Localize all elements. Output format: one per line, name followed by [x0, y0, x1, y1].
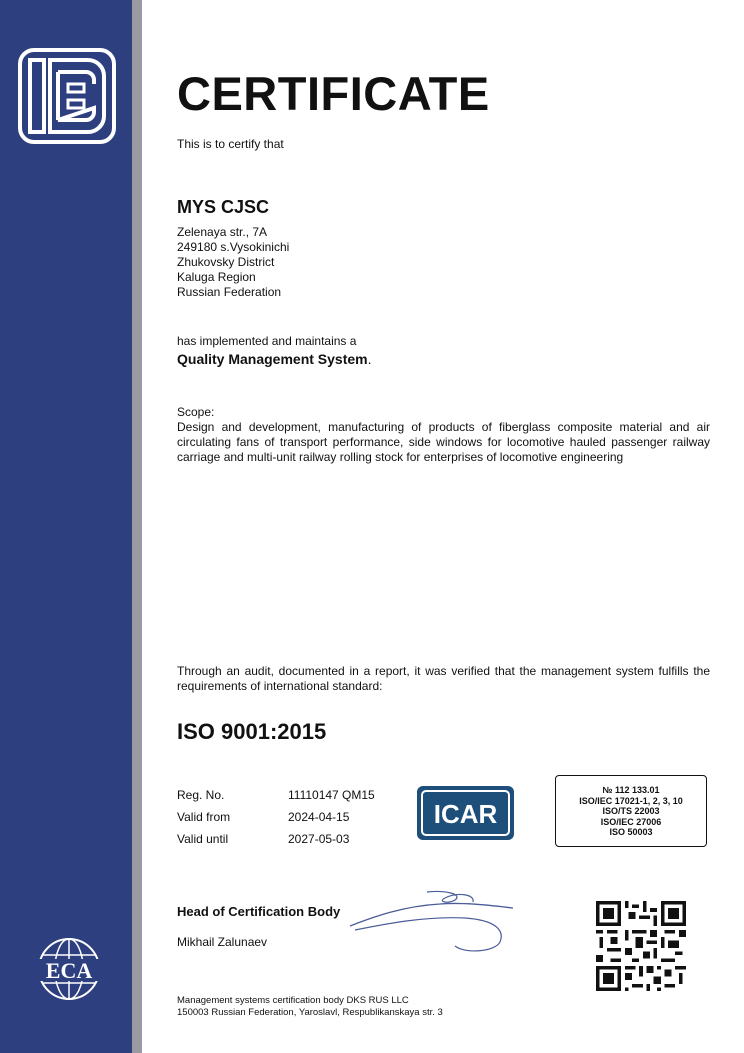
footer [177, 995, 443, 1019]
system-statement [177, 334, 372, 367]
system-name: Quality Management System [177, 351, 368, 367]
scope-section [177, 405, 710, 465]
system-suffix: . [367, 351, 372, 367]
registration-value: 2024-04-15 [288, 810, 350, 824]
eca-logo-text: ECA [45, 958, 93, 983]
address-line: Zelenaya str., 7A [177, 225, 268, 239]
icar-logo-icon [417, 786, 514, 840]
company-address [177, 225, 289, 300]
certification-body-logo-icon [18, 48, 116, 144]
registration-label: Reg. No. [177, 788, 225, 802]
accreditation-line: ISO/TS 22003 [602, 806, 660, 816]
registration-row [177, 828, 375, 850]
address-line: Russian Federation [177, 285, 282, 299]
accreditation-line: ISO/IEC 27006 [600, 816, 662, 827]
scope-label: Scope: [177, 405, 215, 419]
icar-logo-text: ICAR [433, 799, 498, 829]
qr-code-icon [596, 901, 686, 991]
signatory-name: Mikhail Zalunaev [177, 935, 268, 949]
system-intro: has implemented and maintains a [177, 334, 357, 348]
accreditation-line: ISO/IEC 17021-1, 2, 3, 10 [579, 795, 683, 806]
address-line: Kaluga Region [177, 270, 256, 284]
standard-name: ISO 9001:2015 [177, 719, 327, 744]
footer-line: Management systems certification body DKS RUS LLC [177, 995, 409, 1006]
footer-line: 150003 Russian Federation, Yaroslavl, Respublikanskaya str. 3 [177, 1007, 443, 1018]
audit-text: Through an audit, documented in a report, it was verified that the management system fulfills the requirements of international standard: [177, 664, 710, 693]
registration-row [177, 806, 375, 828]
sidebar-edge [132, 0, 142, 1053]
page-title: CERTIFICATE [177, 67, 490, 120]
accreditation-box [555, 775, 707, 847]
company-name: MYS CJSC [177, 197, 270, 217]
address-line: Zhukovsky District [177, 255, 275, 269]
address-line: 249180 s.Vysokinichi [177, 240, 290, 254]
accreditation-line: № 112 133.01 [602, 785, 660, 795]
scope-text: Design and development, manufacturing of products of fiberglass composite material and air circulating fans of transport performance, side windows for locomotive hauled passenger railway carriage and multi-unit railway rolling stock for enterprises of locomotive engineering [177, 420, 710, 464]
signature-icon [345, 886, 515, 956]
registration-value: 11110147 QM15 [288, 788, 375, 802]
registration-value: 2027-05-03 [288, 832, 350, 846]
registration-table [177, 784, 375, 850]
signatory-title: Head of Certification Body [177, 904, 341, 919]
registration-row [177, 784, 375, 806]
registration-label: Valid until [177, 832, 229, 846]
eca-logo-icon [30, 935, 108, 1007]
registration-label: Valid from [177, 810, 231, 824]
sidebar-band [0, 0, 132, 1053]
intro-text: This is to certify that [177, 137, 284, 151]
accreditation-line: ISO 50003 [609, 827, 653, 837]
